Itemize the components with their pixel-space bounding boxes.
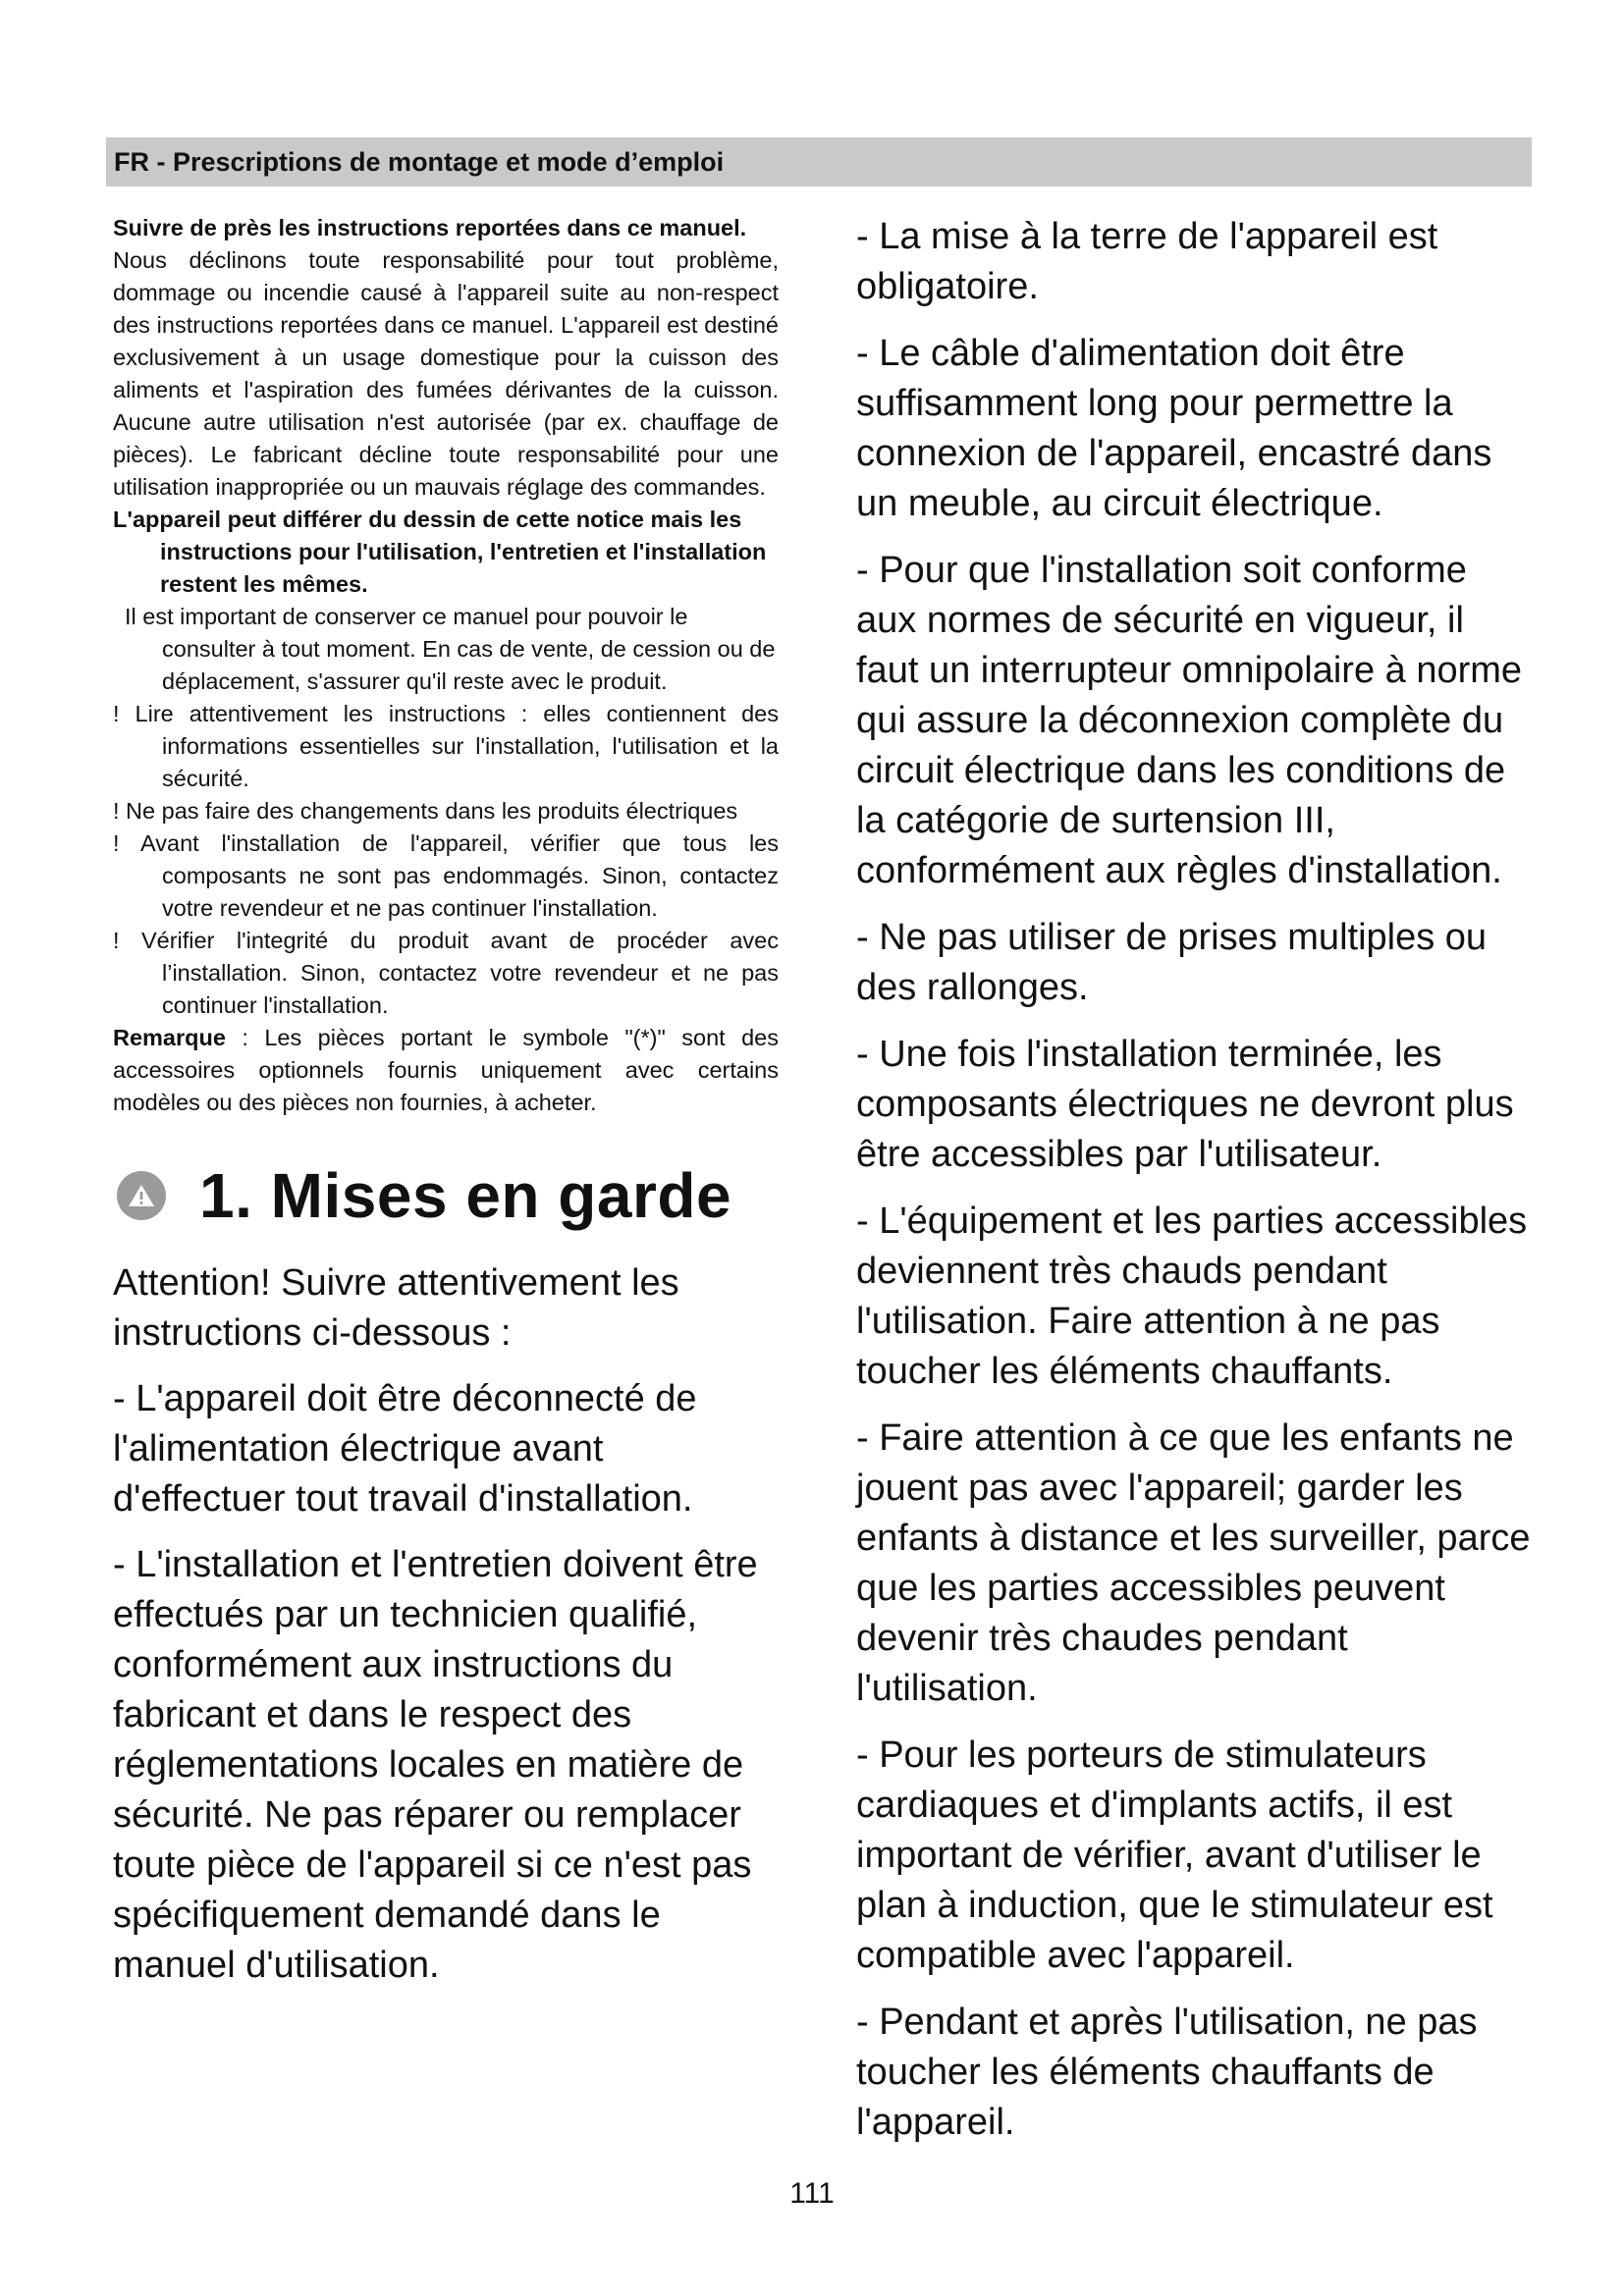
section-heading xyxy=(113,1147,779,1245)
remark-text: : Les pièces portant le symbole "(*)" sont des accessoires optionnels fournis uniquement avec certains modèles ou des pièces non fournies, à acheter. xyxy=(113,1025,779,1115)
paragraph: - Une fois l'installation terminée, les composants électriques ne devront plus être accessibles par l'utilisateur. xyxy=(856,1034,1514,1175)
paragraph: - Pendant et après l'utilisation, ne pas toucher les éléments chauffants de l'appareil. xyxy=(856,2002,1478,2143)
paragraph: - Le câble d'alimentation doit être suffisamment long pour permettre la connexion de l'appareil, encastré dans un meuble, au circuit électrique. xyxy=(856,333,1492,524)
paragraph: - La mise à la terre de l'appareil est obligatoire. xyxy=(856,216,1438,307)
paragraph: - Ne pas utiliser de prises multiples ou des rallonges. xyxy=(856,917,1488,1008)
bold-note: L'appareil peut différer du dessin de cette notice mais les instructions pour l'utilisation, l'entretien et l'installation restent les mêmes. xyxy=(113,507,767,597)
right-column xyxy=(856,212,1532,2164)
warning-item: ! Ne pas faire des changements dans les produits électriques xyxy=(113,798,738,824)
section-header-bar: FR - Prescriptions de montage et mode d’emploi xyxy=(106,137,1532,187)
left-column xyxy=(113,212,779,2006)
warning-icon xyxy=(117,1171,166,1220)
paragraph: - L'équipement et les parties accessibles deviennent très chauds pendant l'utilisation. Faire attention à ne pas toucher les éléments chauffants. xyxy=(856,1201,1528,1392)
paragraph: - Faire attention à ce que les enfants ne jouent pas avec l'appareil; garder les enfants à distance et les surveiller, parce que les parties accessibles peuvent devenir très chaudes pendant l'utilisation. xyxy=(856,1417,1531,1709)
page-number: 111 xyxy=(789,2177,835,2210)
paragraph: Attention! Suivre attentivement les instructions ci-dessous : xyxy=(113,1262,679,1354)
remark-label: Remarque xyxy=(113,1025,226,1050)
paragraph: - L'appareil doit être déconnecté de l'alimentation électrique avant d'effectuer tout travail d'installation. xyxy=(113,1378,697,1520)
paragraph: - Pour les porteurs de stimulateurs cardiaques et d'implants actifs, il est important de vérifier, avant d'utiliser le plan à induction, que le stimulateur est compatible avec l'appareil. xyxy=(856,1735,1493,1976)
remark xyxy=(113,1022,779,1119)
warning-item: ! Vérifier l'integrité du produit avant de procéder avec l’installation. Sinon, contactez votre revendeur et ne pas continuer l'installation. xyxy=(113,928,779,1018)
warning-item: ! Avant l'installation de l'appareil, vérifier que tous les composants ne sont pas endommagés. Sinon, contactez votre revendeur et ne pas continuer l'installation. xyxy=(113,830,779,921)
section-title: 1. Mises en garde xyxy=(199,1160,732,1231)
paragraph: - L'installation et l'entretien doivent être effectués par un technicien qualifié, conformément aux instructions du fabricant et dans le respect des réglementations locales en matière de sécurité. Ne pas réparer ou remplacer toute pièce de l'appareil si ce n'est pas spécifiquement demandé dans le manuel d'utilisation. xyxy=(113,1544,758,1986)
warning-item: ! Lire attentivement les instructions : elles contiennent des informations essentielles sur l'installation, l'utilisation et la sécurité. xyxy=(113,701,779,791)
intro-bold: Suivre de près les instructions reportées dans ce manuel. xyxy=(113,215,747,240)
keep-manual-note: Il est important de conserver ce manuel pour pouvoir le consulter à tout moment. En cas de vente, de cession ou de déplacement, s'assurer qu'il reste avec le produit. xyxy=(125,604,776,694)
paragraph: - Pour que l'installation soit conforme aux normes de sécurité en vigueur, il faut un interrupteur omnipolaire à norme qui assure la déconnexion complète du circuit électrique dans les conditions de la catégorie de surtension III, conformément aux règles d'installation. xyxy=(856,550,1523,891)
intro-text: Nous déclinons toute responsabilité pour tout problème, dommage ou incendie causé à l'appareil suite au non-respect des instructions reportées dans ce manuel. L'appareil est destiné exclusivement à un usage domestique pour la cuisson des aliments et l'aspiration des fumées dérivantes de la cuisson. Aucune autre utilisation n'est autorisée (par ex. chauffage de pièces). Le fabricant décline toute responsabilité pour une utilisation inappropriée ou un mauvais réglage des commandes. xyxy=(113,247,779,500)
